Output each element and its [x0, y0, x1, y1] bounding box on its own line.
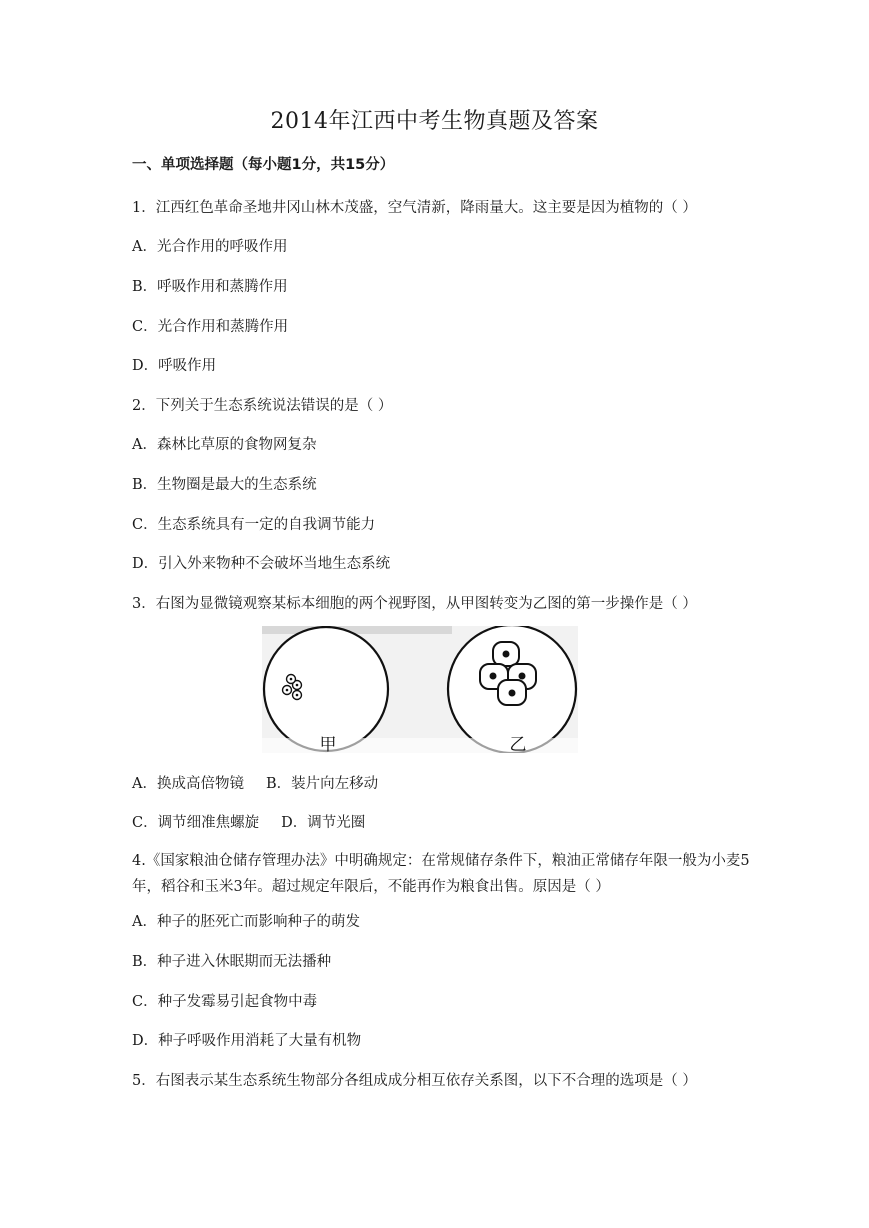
page-title: 2014年江西中考生物真题及答案	[270, 109, 599, 134]
question-3-options-row1	[132, 772, 378, 793]
question-4-option-d: D．种子呼吸作用消耗了大量有机物	[132, 1033, 362, 1049]
question-1-stem: 1．江西红色革命圣地井冈山林木茂盛，空气清新，降雨量大。这主要是因为植物的（ ）	[132, 200, 697, 216]
question-1-option-b: B．呼吸作用和蒸腾作用	[132, 279, 288, 295]
scan-smudge	[262, 626, 452, 634]
question-2-option-c: C．生态系统具有一定的自我调节能力	[132, 517, 376, 533]
question-4-option-b: B．种子进入休眠期而无法播种	[132, 954, 332, 970]
question-2-stem: 2．下列关于生态系统说法错误的是（ ）	[132, 398, 393, 414]
question-1-option-c: C．光合作用和蒸腾作用	[132, 319, 289, 335]
section-heading: 一、单项选择题（每小题1分，共15分）	[132, 157, 395, 173]
question-3-option-b: B．装片向左移动	[265, 776, 379, 792]
microscope-views-svg	[262, 626, 578, 753]
question-2-option-a: A．森林比草原的食物网复杂	[132, 437, 317, 453]
question-4-stem: 4.《国家粮油仓储存管理办法》中明确规定：在常规储存条件下，粮油正常储存年限一般为小麦5年，稻谷和玉米3年。超过规定年限后，不能再作为粮食出售。原因是（ ）	[132, 853, 750, 895]
question-2-option-d: D．引入外来物种不会破坏当地生态系统	[132, 556, 391, 572]
question-3-option-d: D．调节光圈	[281, 815, 366, 831]
question-1-option-a: A．光合作用的呼吸作用	[132, 239, 288, 255]
question-2-option-b: B．生物圈是最大的生态系统	[132, 477, 317, 493]
question-3-options-row2	[132, 811, 365, 832]
question-4-option-c: C．种子发霉易引起食物中毒	[132, 994, 318, 1010]
question-3-stem: 3．右图为显微镜观察某标本细胞的两个视野图，从甲图转变为乙图的第一步操作是（ ）	[132, 596, 697, 612]
question-5-stem: 5．右图表示某生态系统生物部分各组成成分相互依存关系图，以下不合理的选项是（ ）	[132, 1073, 697, 1089]
microscope-figure	[262, 626, 578, 753]
label-jia: 甲	[319, 735, 337, 753]
question-3-option-c: C．调节细准焦螺旋	[132, 815, 260, 831]
question-1-option-d: D．呼吸作用	[132, 358, 217, 374]
label-yi: 乙	[509, 735, 527, 753]
question-3-option-a: A．换成高倍物镜	[132, 776, 244, 792]
question-4-option-a: A．种子的胚死亡而影响种子的萌发	[132, 914, 360, 930]
